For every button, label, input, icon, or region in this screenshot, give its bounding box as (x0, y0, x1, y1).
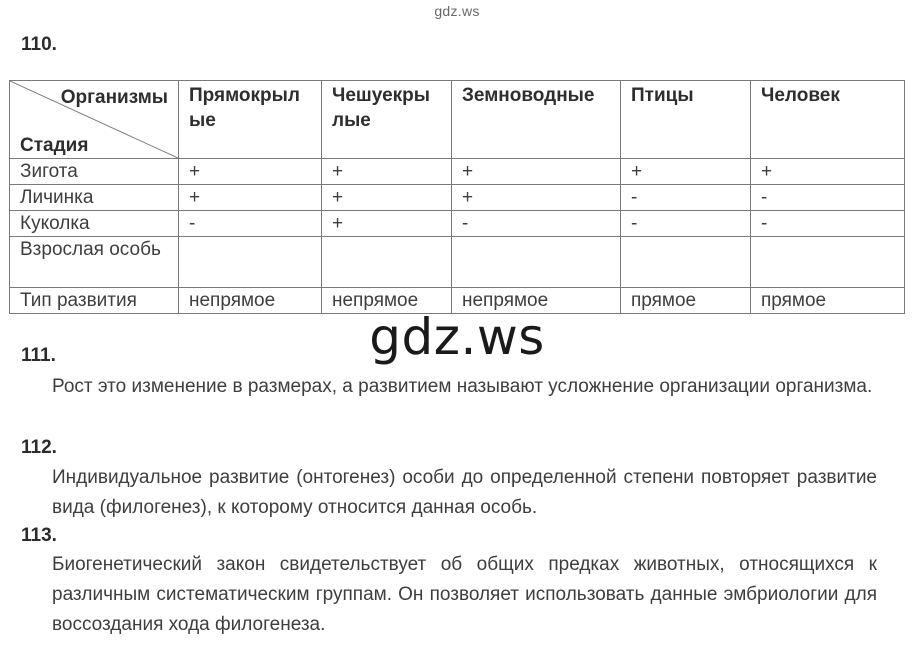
row-label: Зигота (10, 159, 179, 185)
row-label: Куколка (10, 211, 179, 237)
table-cell (621, 237, 751, 288)
corner-stage-label: Стадия (20, 135, 89, 156)
table-corner-cell (10, 81, 179, 159)
table-cell: - (179, 211, 322, 237)
row-label: Тип развития (10, 288, 179, 314)
table-cell: непрямое (322, 288, 452, 314)
table-row (10, 211, 905, 237)
task-111-number: 111. (21, 345, 56, 366)
corner-organisms-label: Организмы (60, 87, 168, 108)
table-cell: - (751, 211, 905, 237)
table-header-row (10, 81, 905, 159)
table-cell: - (621, 185, 751, 211)
development-table (9, 80, 905, 314)
table-cell: + (621, 159, 751, 185)
table-cell: + (751, 159, 905, 185)
table-row (10, 185, 905, 211)
task-110-number: 110. (21, 34, 57, 55)
table-cell: - (751, 185, 905, 211)
column-header: Человек (751, 81, 905, 159)
table-cell: + (452, 159, 621, 185)
column-header: Чешуекрылые (322, 81, 452, 159)
table-row (10, 159, 905, 185)
table-cell: + (179, 159, 322, 185)
table-cell: непрямое (179, 288, 322, 314)
table-cell: прямое (621, 288, 751, 314)
column-header: Птицы (621, 81, 751, 159)
table-cell: непрямое (452, 288, 621, 314)
column-header: Земноводные (452, 81, 621, 159)
task-111-text: Рост это изменение в размерах, а развитием называют усложнение организации организма. (52, 376, 873, 397)
task-113-number: 113. (21, 525, 57, 546)
table-cell: - (621, 211, 751, 237)
task-113-text: Биогенетический закон свидетельствует об общих предках животных, относящихся к различным систематическим группам. Он позволяет использовать данные эмбриологии для воссоздания хода филогенеза. (52, 554, 877, 635)
table-row (10, 237, 905, 288)
table-cell: + (452, 185, 621, 211)
table-cell (751, 237, 905, 288)
task-112-text: Индивидуальное развитие (онтогенез) особи до определенной степени повторяет развитие вида (филогенез), к которому относится данная особь. (52, 467, 877, 518)
table-cell (179, 237, 322, 288)
table-cell (322, 237, 452, 288)
watermark-top: gdz.ws (434, 3, 480, 19)
row-label: Личинка (10, 185, 179, 211)
table-cell: - (452, 211, 621, 237)
table-cell (452, 237, 621, 288)
table-cell: + (322, 211, 452, 237)
row-label: Взрослая особь (10, 237, 179, 288)
table-cell: + (179, 185, 322, 211)
table-cell: прямое (751, 288, 905, 314)
table-cell: + (322, 185, 452, 211)
column-header: Прямокрылые (179, 81, 322, 159)
watermark-center: gdz.ws (369, 308, 545, 366)
table-cell: + (322, 159, 452, 185)
task-112-number: 112. (21, 437, 57, 458)
